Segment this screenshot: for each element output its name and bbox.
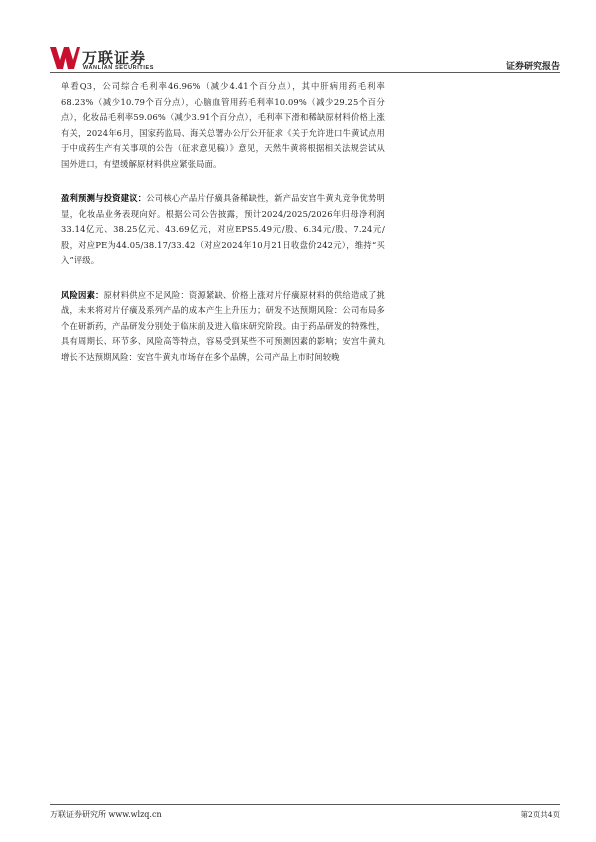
forecast-paragraph (61, 191, 385, 269)
report-type-label: 证券研究报告 (505, 62, 560, 72)
footer-divider (50, 804, 560, 805)
risk-paragraph (61, 288, 385, 366)
forecast-text: 公司核心产品片仔癀具备稀缺性，新产品安宫牛黄丸竞争优势明显，化妆品业务表现向好。根据公司公告披露，预计2024/2025/2026年归母净利润33.14亿元、38.25亿元、43.69亿元，对应EPS5.49元/股、6.34元/股、7.24元/股，对应PE为44.05/38.17/33.42（对应2024年10月21日收盘价242元），维持“买入”评级。 (61, 193, 385, 265)
logo-text-cn: 万联证券 (82, 49, 147, 67)
page-number: 第2页共4页 (520, 810, 560, 819)
footer-institute: 万联证券研究所 www.wlzq.cn (50, 810, 162, 819)
risk-heading: 风险因素： (61, 289, 104, 300)
wanlian-logo-icon (50, 46, 80, 70)
intro-paragraph (61, 79, 385, 172)
logo-text-en: WANLIAN SECURITIES (83, 65, 154, 71)
company-logo (50, 46, 170, 72)
risk-text: 原材料供应不足风险：资源紧缺、价格上涨对片仔癀原材料的供给造成了挑战，未来将对片仔癀及系列产品的成本产生上升压力；研发不达预期风险：公司布局多个在研新药，产品研发分别处于临床前及进入临床研究阶段。由于药品研发的特殊性，具有周期长、环节多、风险高等特点，容易受到某些不可预测因素的影响；安宫牛黄丸增长不达预期风险：安宫牛黄丸市场存在多个品牌，公司产品上市时间较晚 (61, 289, 385, 362)
report-body (61, 79, 385, 384)
intro-text: 单看Q3，公司综合毛利率46.96%（减少4.41个百分点），其中肝病用药毛利率68.23%（减少10.79个百分点），心脑血管用药毛利率10.09%（减少29.25个百分点），化妆品毛利率59.06%（减少3.91个百分点），毛利率下滑和稀缺原材料价格上涨有关，2024年6月，国家药监局、海关总署办公厅公开征求《关于允许进口牛黄试点用于中成药生产有关事项的公告（征求意见稿）》意见，天然牛黄将根据相关法规尝试从国外进口，有望缓解原材料供应紧张局面。 (61, 81, 385, 169)
forecast-heading: 盈利预测与投资建议： (61, 193, 147, 203)
header-divider (50, 72, 560, 73)
